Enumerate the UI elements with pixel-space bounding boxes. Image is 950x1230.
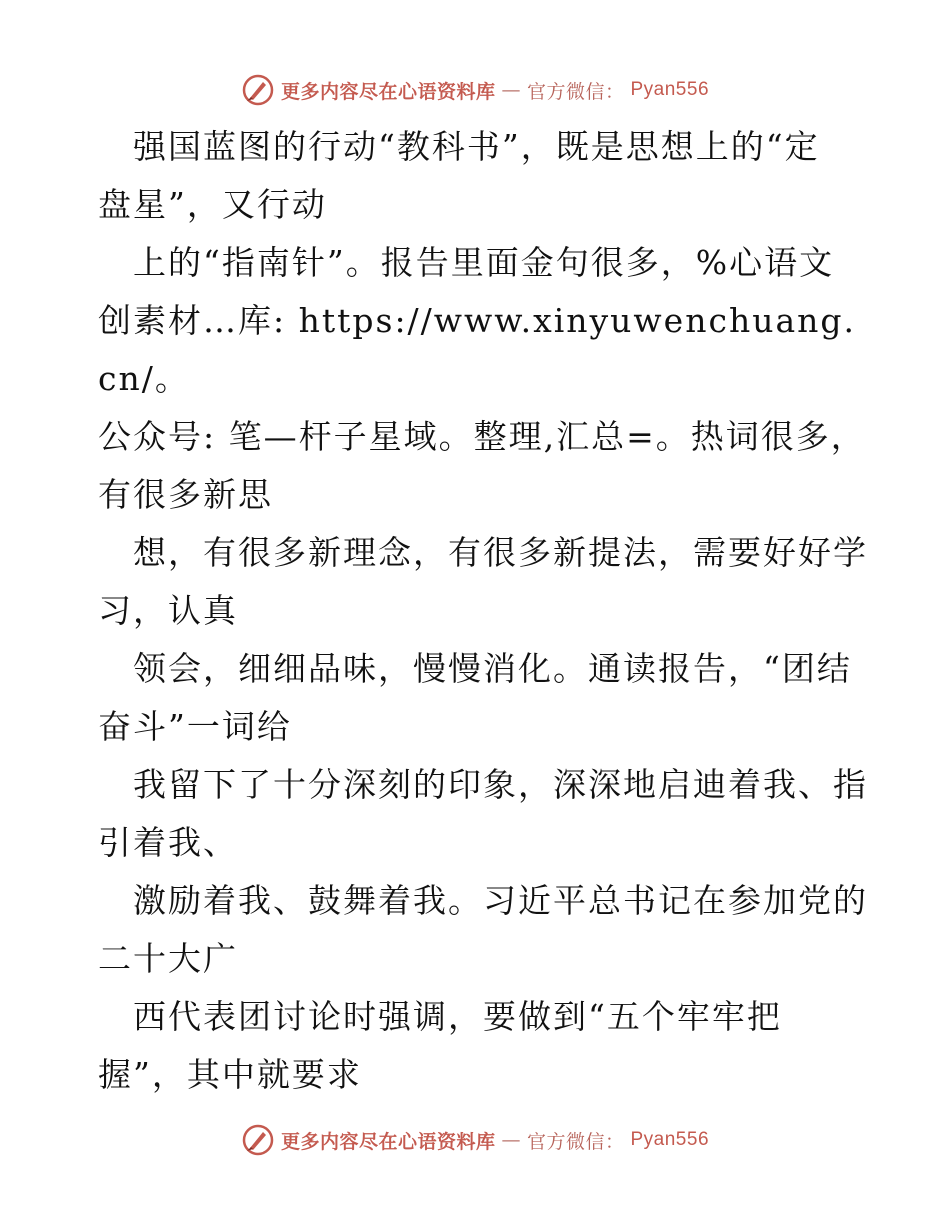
body-line: 创素材…库: https://www.xinyuwenchuang.cn/。: [98, 301, 856, 398]
pen-circle-logo-icon: [241, 73, 275, 107]
pen-circle-logo-icon: [241, 1123, 275, 1157]
body-line: 有很多新思: [98, 475, 273, 514]
brand-separator: —: [501, 1129, 521, 1151]
brand-separator: —: [501, 79, 521, 101]
brand-wechat-id: Pyan556: [630, 79, 710, 100]
document-body: [98, 118, 868, 1104]
body-line: 想，有很多新理念，有很多新提法，需要好好学: [98, 533, 868, 572]
brand-main-text: 更多内容尽在心语资料库: [280, 80, 496, 103]
body-line: 公众号: 笔—杆子星域。整理,汇总=。热词很多，: [98, 417, 866, 456]
body-line: 我留下了十分深刻的印象，深深地启迪着我、指: [98, 765, 868, 804]
brand-main-text: 更多内容尽在心语资料库: [280, 1130, 496, 1153]
body-line: 引着我、: [98, 823, 238, 862]
body-line: 领会，细细品味，慢慢消化。通读报告，“团结: [98, 649, 852, 688]
body-line: 西代表团讨论时强调，要做到“五个牢牢把: [98, 997, 782, 1036]
body-line: 握”，其中就要求: [98, 1055, 362, 1094]
brand-wechat-label: 官方微信：: [526, 1130, 625, 1153]
body-line: 习，认真: [98, 591, 238, 630]
brand-wechat-label: 官方微信：: [526, 80, 625, 103]
body-line: 二十大广: [98, 939, 238, 978]
body-line: 奋斗”一词给: [98, 707, 292, 746]
body-line: 强国蓝图的行动“教科书”，既是思想上的“定: [98, 127, 820, 166]
header-brand: [0, 70, 950, 110]
body-line: 上的“指南针”。报告里面金句很多，%心语文: [98, 243, 835, 282]
body-line: 盘星”，又行动: [98, 185, 327, 224]
footer-brand: [0, 1120, 950, 1160]
brand-wechat-id: Pyan556: [630, 1129, 710, 1150]
body-line: 激励着我、鼓舞着我。习近平总书记在参加党的: [98, 881, 868, 920]
